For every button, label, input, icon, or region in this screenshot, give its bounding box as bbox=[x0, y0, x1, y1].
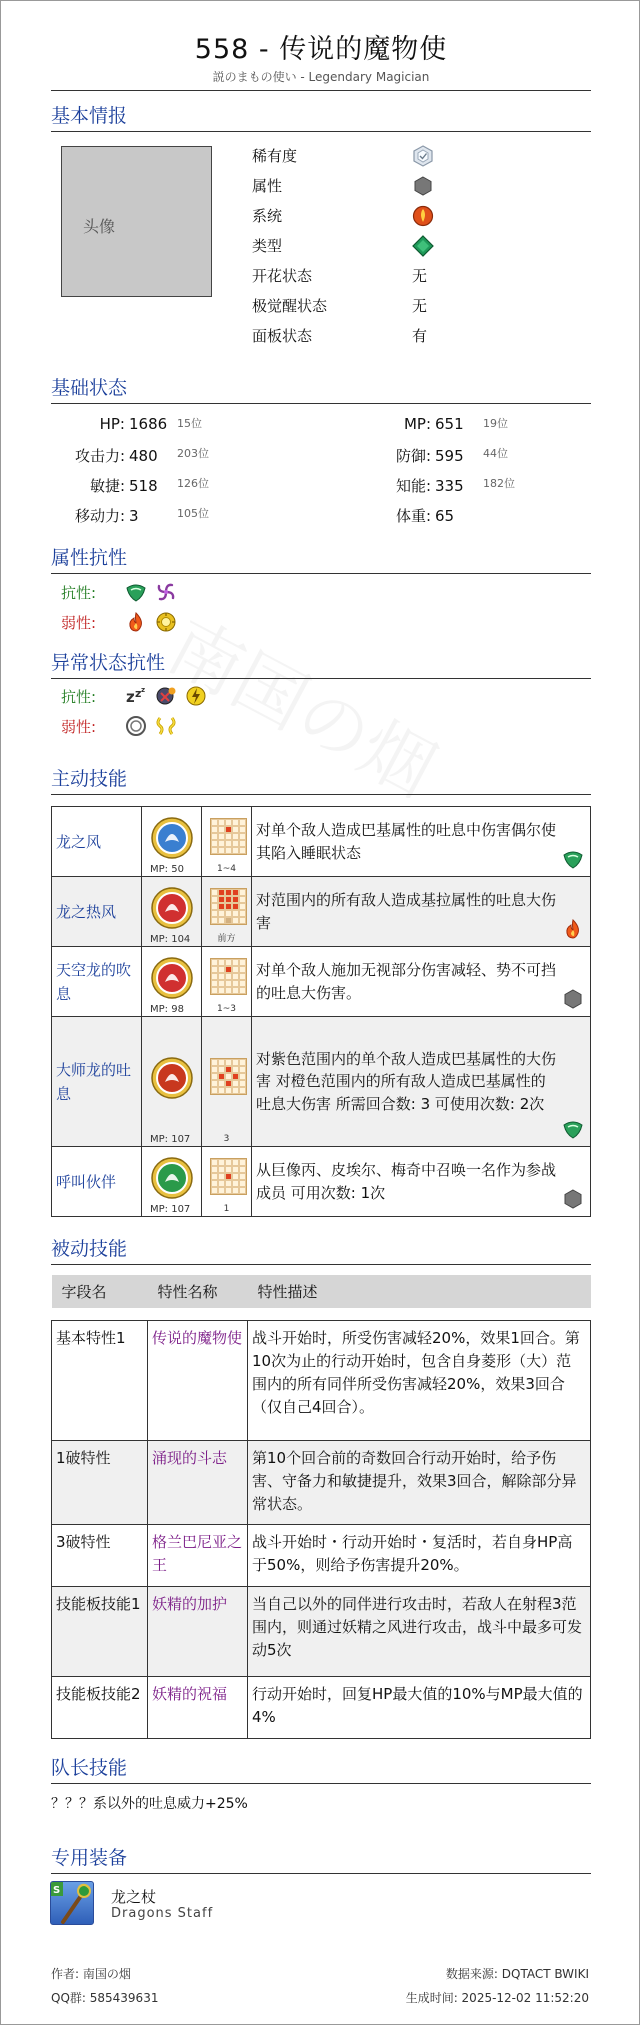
range-grid-icon bbox=[210, 1158, 247, 1195]
passive-desc: 当自己以外的同伴进行攻击时，若敌人在射程3范围内，则通过妖精之风进行攻击，战斗中最多可发动5次 bbox=[248, 1586, 591, 1676]
passive-skill-row bbox=[52, 1676, 591, 1738]
active-skill-row bbox=[52, 1017, 591, 1147]
curse-status-icon bbox=[155, 685, 177, 707]
skill-mp: MP: 50 bbox=[150, 864, 184, 875]
skill-name: 呼叫伙伴 bbox=[52, 1147, 142, 1217]
passive-desc: 战斗开始时，所受伤害减轻20%，效果1回合。第10次为止的行动开始时，包含自身菱形（大）范围内的所有同伴所受伤害减轻20%，效果3回合（仅自己4回合）。 bbox=[248, 1320, 591, 1440]
info-value bbox=[412, 145, 434, 167]
attr-weak-label: 弱性: bbox=[61, 613, 97, 632]
vortex-elem-icon bbox=[155, 581, 177, 603]
stat-hp-value: 1686 bbox=[129, 415, 168, 433]
stat-hp-rank: 15位 bbox=[177, 417, 202, 430]
paralysis-status-icon bbox=[185, 685, 207, 707]
page-subtitle: 説のまもの使い - Legendary Magician bbox=[212, 70, 430, 84]
skill-icon bbox=[150, 1156, 194, 1204]
info-value: 有 bbox=[412, 327, 428, 345]
active-skill-row bbox=[52, 947, 591, 1017]
skill-name: 龙之热风 bbox=[52, 877, 142, 947]
passive-field: 1破特性 bbox=[52, 1440, 148, 1524]
staff-equip-icon bbox=[50, 1881, 94, 1925]
passive-header-desc: 特性描述 bbox=[248, 1275, 591, 1308]
svg-text:z: z bbox=[135, 687, 142, 700]
footer-qq: QQ群: 585439631 bbox=[51, 1991, 159, 2005]
passive-name: 妖精的祝福 bbox=[148, 1676, 248, 1738]
skill-range-cell bbox=[202, 807, 252, 877]
stat-int bbox=[333, 475, 515, 496]
info-value bbox=[412, 235, 434, 257]
section-passive-skills: 被动技能 bbox=[51, 1234, 591, 1265]
info-key: 属性 bbox=[252, 177, 283, 195]
wind-elem-icon bbox=[562, 848, 584, 870]
stat-atk-label: 攻击力: bbox=[74, 447, 125, 465]
stat-def-rank: 44位 bbox=[483, 447, 508, 460]
stat-def-value: 595 bbox=[435, 447, 464, 465]
stat-def-label: 防御: bbox=[395, 447, 431, 465]
page-title: 558 - 传说的魔物使 bbox=[194, 34, 448, 65]
attr-resist-label: 抗性: bbox=[61, 583, 97, 602]
range-grid-icon bbox=[210, 818, 247, 855]
section-leader-skill: 队长技能 bbox=[51, 1753, 591, 1784]
section-equipment: 专用装备 bbox=[51, 1843, 591, 1874]
status-weak-row bbox=[61, 715, 185, 741]
passive-header-field: 字段名 bbox=[52, 1275, 148, 1308]
skill-range-label: 1~3 bbox=[217, 1004, 236, 1014]
light-elem-icon bbox=[155, 611, 177, 633]
stat-agi-rank: 126位 bbox=[177, 477, 209, 490]
skill-range-label: 3 bbox=[223, 1134, 230, 1144]
active-skill-row bbox=[52, 1147, 591, 1217]
stat-mp bbox=[333, 415, 508, 433]
footer-author: 作者: 南国の烟 bbox=[51, 1967, 131, 1981]
stat-atk bbox=[51, 445, 209, 466]
skill-icon bbox=[150, 886, 194, 934]
skill-icon-cell bbox=[142, 1147, 202, 1217]
passive-skill-row bbox=[52, 1586, 591, 1676]
seal-status-icon bbox=[125, 715, 147, 737]
section-basic-info: 基本情报 bbox=[51, 101, 591, 132]
info-value: 无 bbox=[412, 297, 428, 315]
stat-mp-value: 651 bbox=[435, 415, 464, 433]
attr-weak-row bbox=[61, 611, 185, 637]
range-grid-icon bbox=[210, 888, 247, 925]
wind-elem-icon bbox=[562, 1118, 584, 1140]
info-value bbox=[412, 175, 434, 197]
skill-mp: MP: 107 bbox=[150, 1204, 191, 1215]
info-value bbox=[412, 205, 434, 227]
skill-range-cell bbox=[202, 1147, 252, 1217]
stat-int-value: 335 bbox=[435, 477, 464, 495]
skill-desc-cell bbox=[252, 947, 591, 1017]
passive-header-row bbox=[52, 1275, 591, 1308]
passive-skill-row bbox=[52, 1440, 591, 1524]
stat-def bbox=[333, 445, 508, 466]
skill-icon bbox=[150, 816, 194, 864]
skill-mp: MP: 104 bbox=[150, 934, 191, 945]
passive-desc: 第10个回合前的奇数回合行动开始时，给予伤害、守备力和敏捷提升，效果3回合，解除部分异常状态。 bbox=[248, 1440, 591, 1524]
passive-skill-table bbox=[51, 1275, 591, 1739]
fire-elem-icon bbox=[562, 918, 584, 940]
title-divider bbox=[51, 90, 591, 91]
skill-desc-cell bbox=[252, 877, 591, 947]
passive-field: 基本特性1 bbox=[52, 1320, 148, 1440]
stat-agi-label: 敏捷: bbox=[89, 477, 125, 495]
rarity-crystal-icon bbox=[412, 145, 434, 167]
green-diamond-icon bbox=[412, 235, 434, 257]
avatar-label: 头像 bbox=[83, 217, 116, 236]
section-status-resist: 异常状态抗性 bbox=[51, 648, 591, 679]
passive-desc: 行动开始时，回复HP最大值的10%与MP最大值的4% bbox=[248, 1676, 591, 1738]
stat-hp-label: HP: bbox=[99, 415, 125, 433]
info-key: 类型 bbox=[252, 237, 283, 255]
info-key: 开花状态 bbox=[252, 267, 313, 285]
skill-desc-cell bbox=[252, 1147, 591, 1217]
active-skill-table bbox=[51, 806, 591, 1217]
skill-desc-cell bbox=[252, 1017, 591, 1147]
section-base-stats: 基础状态 bbox=[51, 373, 591, 404]
skill-icon-cell bbox=[142, 877, 202, 947]
equip-name: 龙之杖 bbox=[111, 1888, 157, 1906]
footer-time: 生成时间: 2025-12-02 11:52:20 bbox=[405, 1991, 589, 2005]
passive-skill-row bbox=[52, 1524, 591, 1586]
skill-name: 大师龙的吐息 bbox=[52, 1017, 142, 1147]
fire-elem-icon bbox=[125, 611, 147, 633]
passive-name: 妖精的加护 bbox=[148, 1586, 248, 1676]
range-grid-icon bbox=[210, 958, 247, 995]
stat-mov-label: 移动力: bbox=[74, 507, 125, 525]
skill-range-cell bbox=[202, 877, 252, 947]
skill-desc: 从巨像丙、皮埃尔、梅奇中召唤一名作为参战成员 可用次数: 1次 bbox=[256, 1161, 557, 1202]
skill-desc: 对单个敌人造成巴基属性的吐息中伤害偶尔使其陷入睡眠状态 bbox=[256, 821, 557, 862]
status-resist-row bbox=[61, 685, 215, 711]
stat-mov-value: 3 bbox=[129, 507, 139, 525]
stat-mov bbox=[51, 505, 209, 526]
stat-atk-value: 480 bbox=[129, 447, 158, 465]
skill-range-label: 前方 bbox=[217, 934, 236, 944]
gray-hexagon-icon bbox=[562, 1188, 584, 1210]
sleep-status-icon bbox=[125, 685, 147, 707]
stat-int-rank: 182位 bbox=[483, 477, 515, 490]
skill-desc: 对单个敌人施加无视部分伤害减轻、势不可挡的吐息大伤害。 bbox=[256, 961, 557, 1002]
wind-elem-icon bbox=[125, 581, 147, 603]
equip-name-en: Dragons Staff bbox=[111, 1906, 214, 1921]
passive-name: 涌现的斗志 bbox=[148, 1440, 248, 1524]
skill-desc: 对范围内的所有敌人造成基拉属性的吐息大伤害 bbox=[256, 891, 557, 932]
gray-hexagon-icon bbox=[412, 175, 434, 197]
attr-resist-row bbox=[61, 581, 185, 607]
stat-wt-value: 65 bbox=[435, 507, 455, 525]
skill-icon-cell bbox=[142, 1017, 202, 1147]
stat-hp bbox=[51, 415, 202, 433]
passive-skill-row bbox=[52, 1320, 591, 1440]
avatar bbox=[61, 146, 212, 297]
info-key: 面板状态 bbox=[252, 327, 313, 345]
stat-wt-label: 体重: bbox=[395, 507, 431, 525]
passive-field: 技能板技能2 bbox=[52, 1676, 148, 1738]
section-attr-resist: 属性抗性 bbox=[51, 543, 591, 574]
skill-range-label: 1~4 bbox=[217, 864, 236, 874]
stat-agi bbox=[51, 475, 209, 496]
skill-desc-cell bbox=[252, 807, 591, 877]
svg-text:S: S bbox=[53, 1885, 61, 1896]
svg-text:z: z bbox=[126, 688, 135, 706]
svg-text:z: z bbox=[141, 686, 146, 694]
skill-icon bbox=[150, 956, 194, 1004]
passive-desc: 战斗开始时・行动开始时・复活时，若自身HP高于50%，则给予伤害提升20%。 bbox=[248, 1524, 591, 1586]
skill-range-label: 1 bbox=[223, 1204, 230, 1214]
status-resist-label: 抗性: bbox=[61, 687, 97, 706]
skill-icon-cell bbox=[142, 947, 202, 1017]
stat-wt bbox=[333, 505, 483, 526]
passive-name: 传说的魔物使 bbox=[148, 1320, 248, 1440]
leader-skill-text: ？？？系以外的吐息威力+25% bbox=[51, 1796, 248, 1812]
skill-range-cell bbox=[202, 1017, 252, 1147]
stat-mp-label: MP: bbox=[403, 415, 431, 433]
skill-icon bbox=[150, 1056, 194, 1104]
stat-atk-rank: 203位 bbox=[177, 447, 209, 460]
stat-mov-rank: 105位 bbox=[177, 507, 209, 520]
stat-agi-value: 518 bbox=[129, 477, 158, 495]
stat-mp-rank: 19位 bbox=[483, 417, 508, 430]
passive-field: 3破特性 bbox=[52, 1524, 148, 1586]
status-weak-label: 弱性: bbox=[61, 717, 97, 736]
orange-emblem-icon bbox=[412, 205, 434, 227]
passive-spacer bbox=[52, 1308, 591, 1320]
passive-field: 技能板技能1 bbox=[52, 1586, 148, 1676]
skill-icon-cell bbox=[142, 807, 202, 877]
section-active-skills: 主动技能 bbox=[51, 764, 591, 795]
info-key: 系统 bbox=[252, 207, 283, 225]
gray-hexagon-icon bbox=[562, 988, 584, 1010]
skill-name: 天空龙的吹息 bbox=[52, 947, 142, 1017]
range-grid-icon bbox=[210, 1058, 247, 1095]
active-skill-row bbox=[52, 807, 591, 877]
info-key: 稀有度 bbox=[252, 147, 298, 165]
info-key: 极觉醒状态 bbox=[252, 297, 328, 315]
skill-desc: 对紫色范围内的单个敌人造成巴基属性的大伤害 对橙色范围内的所有敌人造成巴基属性的吐息大伤害 所需回合数: 3 可使用次数: 2次 bbox=[256, 1049, 557, 1113]
active-skill-row bbox=[52, 877, 591, 947]
skill-range-cell bbox=[202, 947, 252, 1017]
passive-name: 格兰巴尼亚之王 bbox=[148, 1524, 248, 1586]
skill-mp: MP: 107 bbox=[150, 1134, 191, 1145]
skill-name: 龙之风 bbox=[52, 807, 142, 877]
footer-source: 数据来源: DQTACT BWIKI bbox=[445, 1967, 589, 1981]
skill-mp: MP: 98 bbox=[150, 1004, 184, 1015]
stat-int-label: 知能: bbox=[395, 477, 431, 495]
confuse-status-icon bbox=[155, 715, 177, 737]
info-value: 无 bbox=[412, 267, 428, 285]
passive-header-name: 特性名称 bbox=[148, 1275, 248, 1308]
